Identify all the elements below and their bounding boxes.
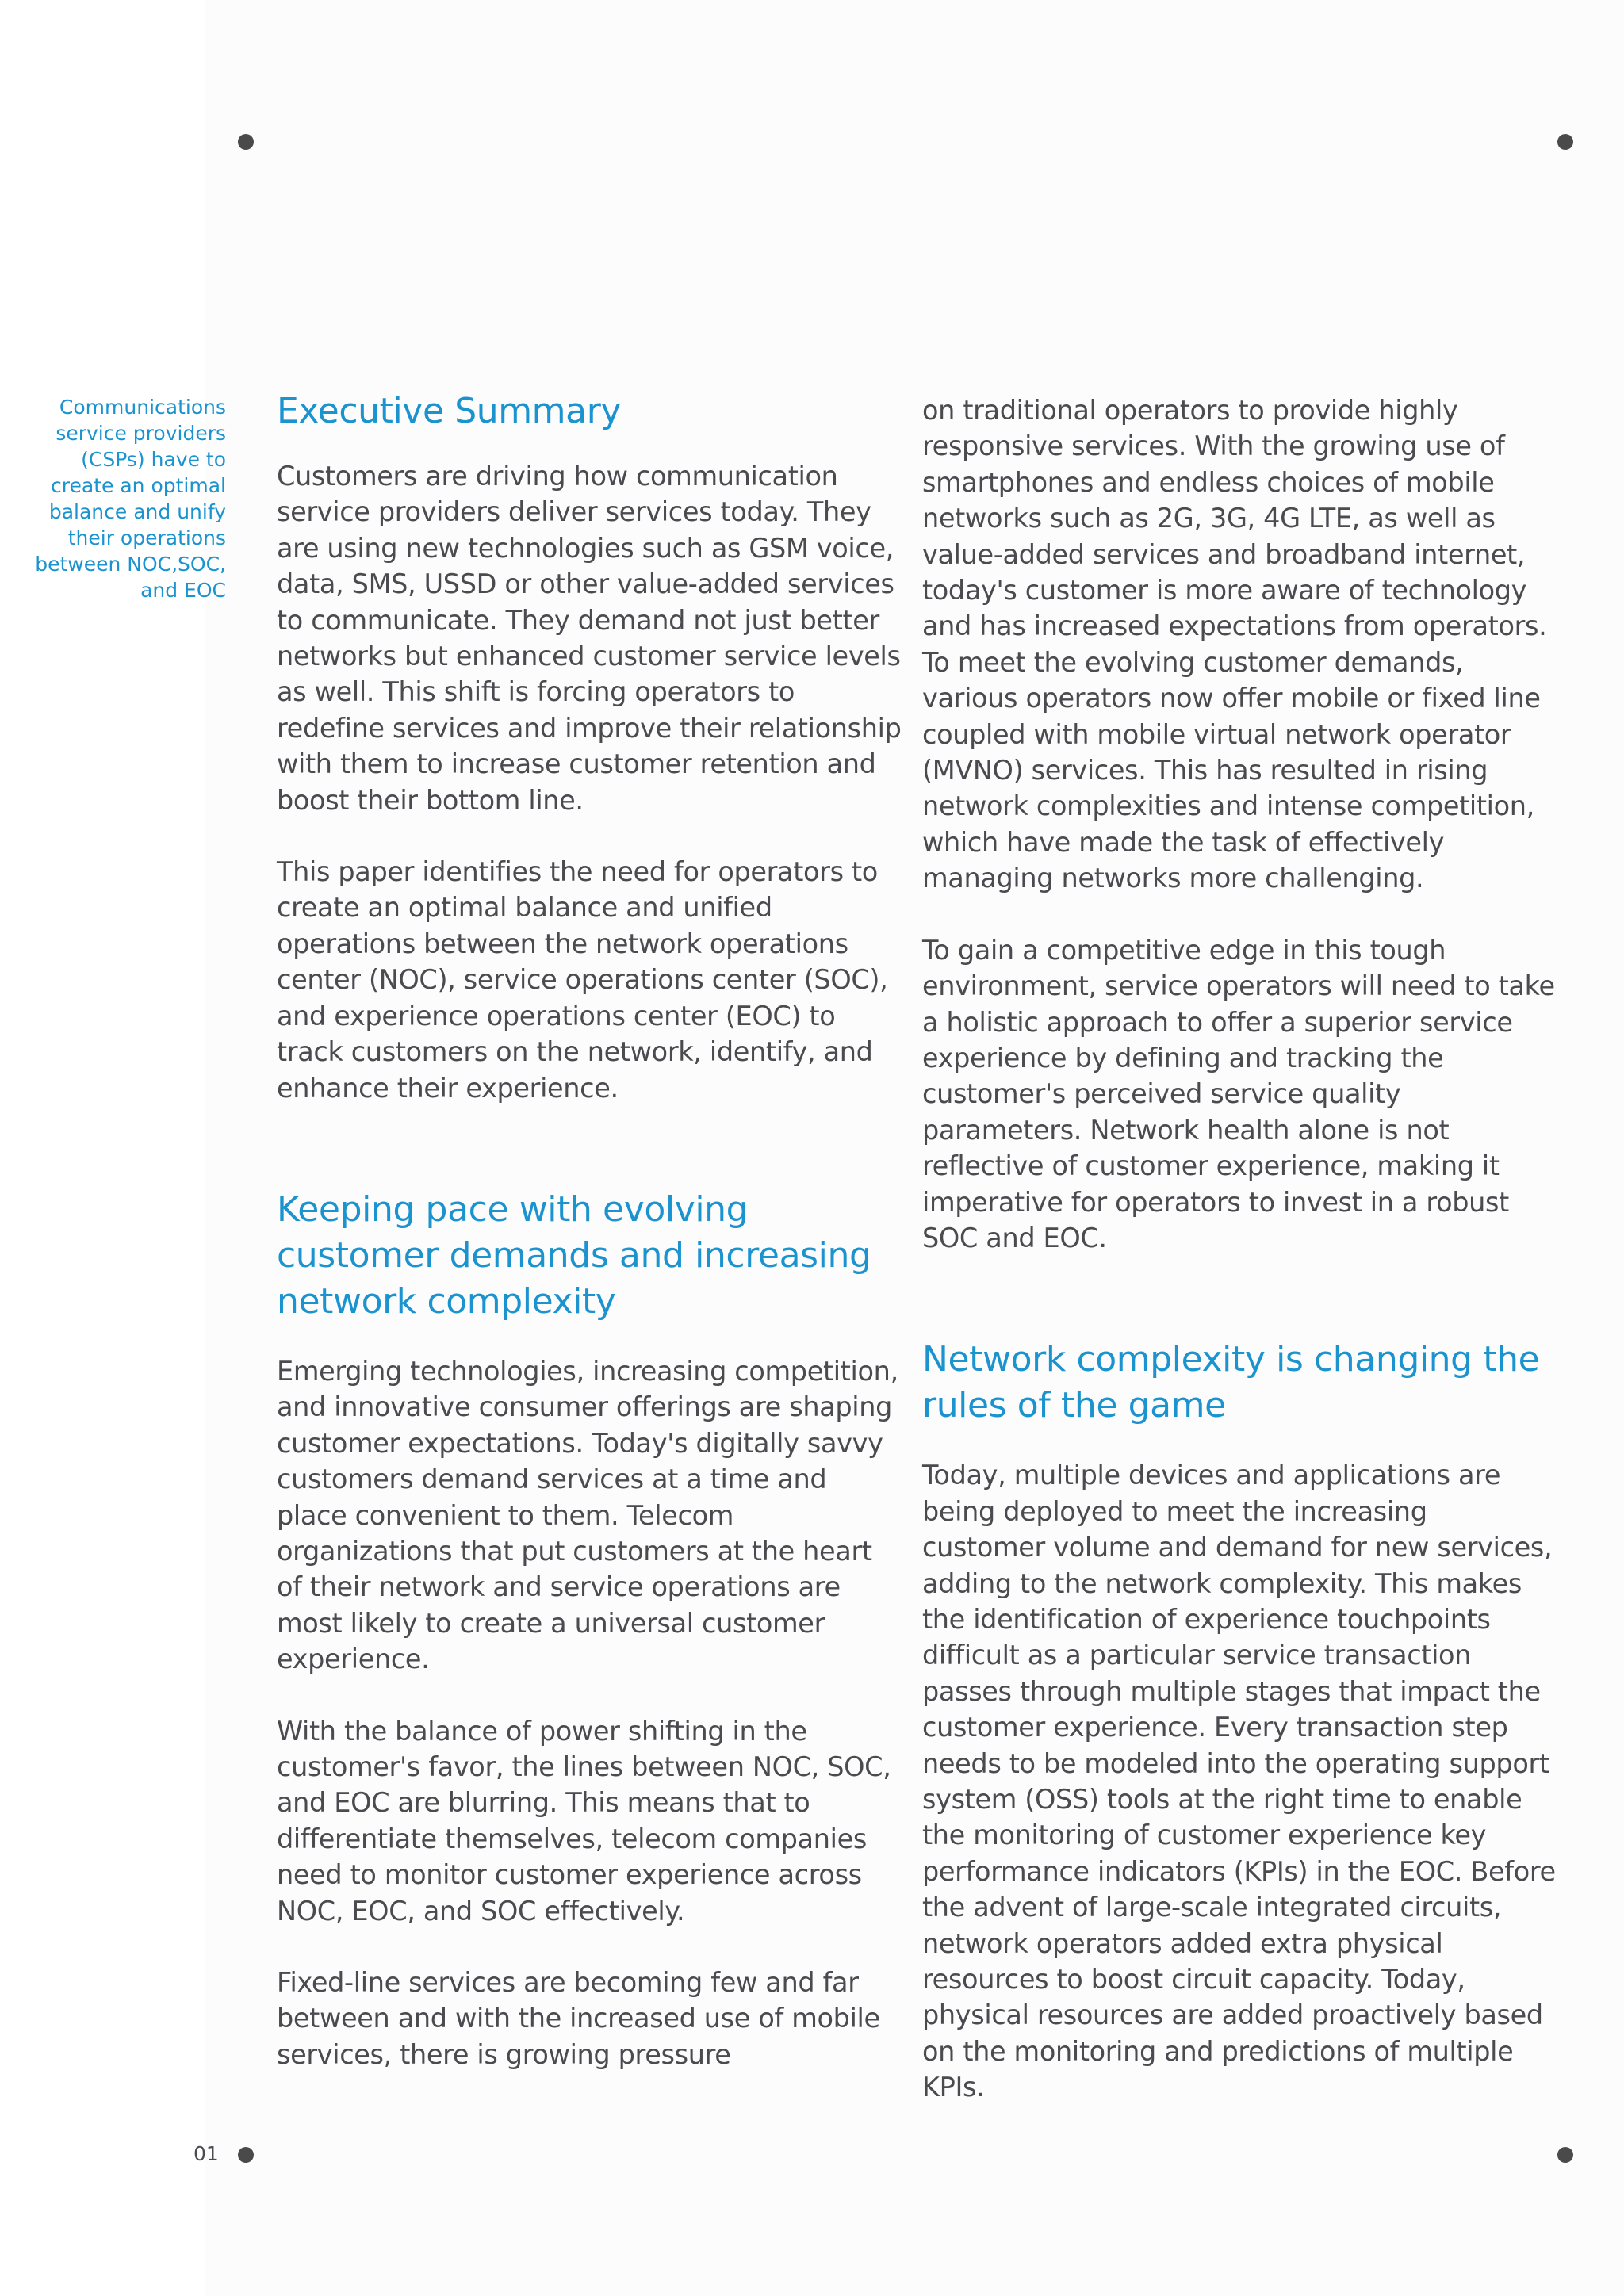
keeping-pace-paragraph-3: Fixed-line services are becoming few and far between and with the increased use of mobile services, there is growing pressure xyxy=(277,1967,880,2070)
corner-dot-bottom-left xyxy=(238,2147,254,2163)
right-column xyxy=(922,392,1557,2106)
executive-summary-heading: Executive Summary xyxy=(277,391,622,431)
network-complexity-paragraph: Today, multiple devices and applications are being deployed to meet the increasing customer volume and demand for new services, adding to the network complexity. This makes the identification of experience touchpoints difficult as a particular service transaction passes through multiple stages that impact the customer experience. Every transaction step needs to be modeled into the operating support system (OSS) tools at the right time to enable the monitoring of customer experience key performance indicators (KPIs) in the EOC. Before the advent of large-scale integrated circuits, network operators added extra physical resources to boost circuit capacity. Today, physical resources are added proactively based on the monitoring and predictions of multiple KPIs. xyxy=(922,1460,1556,2103)
left-column xyxy=(277,388,903,2072)
executive-summary-paragraph-1: Customers are driving how communication service providers deliver services today. They are using new technologies such as GSM voice, data, SMS, USSD or other value-added services to communicate. They demand not just better networks but enhanced customer service levels as well. This shift is forcing operators to redefine services and improve their relationship with them to increase customer retention and boost their bottom line. xyxy=(277,461,902,816)
network-complexity-heading: Network complexity is changing the rules of the game xyxy=(922,1339,1540,1426)
keeping-pace-heading: Keeping pace with evolving customer demands and increasing network complexity xyxy=(277,1188,871,1322)
right-paragraph-1: on traditional operators to provide highly responsive services. With the growing use of smartphones and endless choices of mobile networks such as 2G, 3G, 4G LTE, as well as value-added services and broadband internet, today's customer is more aware of technology and has increased expectations from operators. To meet the evolving customer demands, various operators now offer mobile or fixed line coupled with mobile virtual network operator (MVNO) services. This has resulted in rising network complexities and intense competition, which have made the task of effectively managing networks more challenging. xyxy=(922,395,1547,894)
margin-note: Communications service providers (CSPs) have to create an optimal balance and unify their operations between NOC,SOC, and EOC xyxy=(35,396,226,602)
page-number: 01 xyxy=(193,2142,219,2165)
right-paragraph-2: To gain a competitive edge in this tough environment, service operators will need to take a holistic approach to offer a superior service experience by defining and tracking the customer's perceived service quality parameters. Network health alone is not reflective of customer experience, making it imperative for operators to invest in a robust SOC and EOC. xyxy=(922,934,1555,1253)
corner-dot-bottom-right xyxy=(1557,2147,1573,2163)
keeping-pace-paragraph-1: Emerging technologies, increasing competition, and innovative consumer offerings are shaping customer expectations. Today's digitally savvy customers demand services at a time and place convenient to them. Telecom organizations that put customers at the heart of their network and service operations are most likely to create a universal customer experience. xyxy=(277,1355,898,1675)
keeping-pace-paragraph-2: With the balance of power shifting in the customer's favor, the lines between NOC, SOC, and EOC are blurring. This means that to differentiate themselves, telecom companies need to monitor customer experience across NOC, EOC, and SOC effectively. xyxy=(277,1715,891,1927)
corner-dot-top-right xyxy=(1557,134,1573,150)
executive-summary-paragraph-2: This paper identifies the need for operators to create an optimal balance and unified operations between the network operations center (NOC), service operations center (SOC), and experience operations center (EOC) to track customers on the network, identify, and enhance their experience. xyxy=(277,856,888,1104)
corner-dot-top-left xyxy=(238,134,254,150)
